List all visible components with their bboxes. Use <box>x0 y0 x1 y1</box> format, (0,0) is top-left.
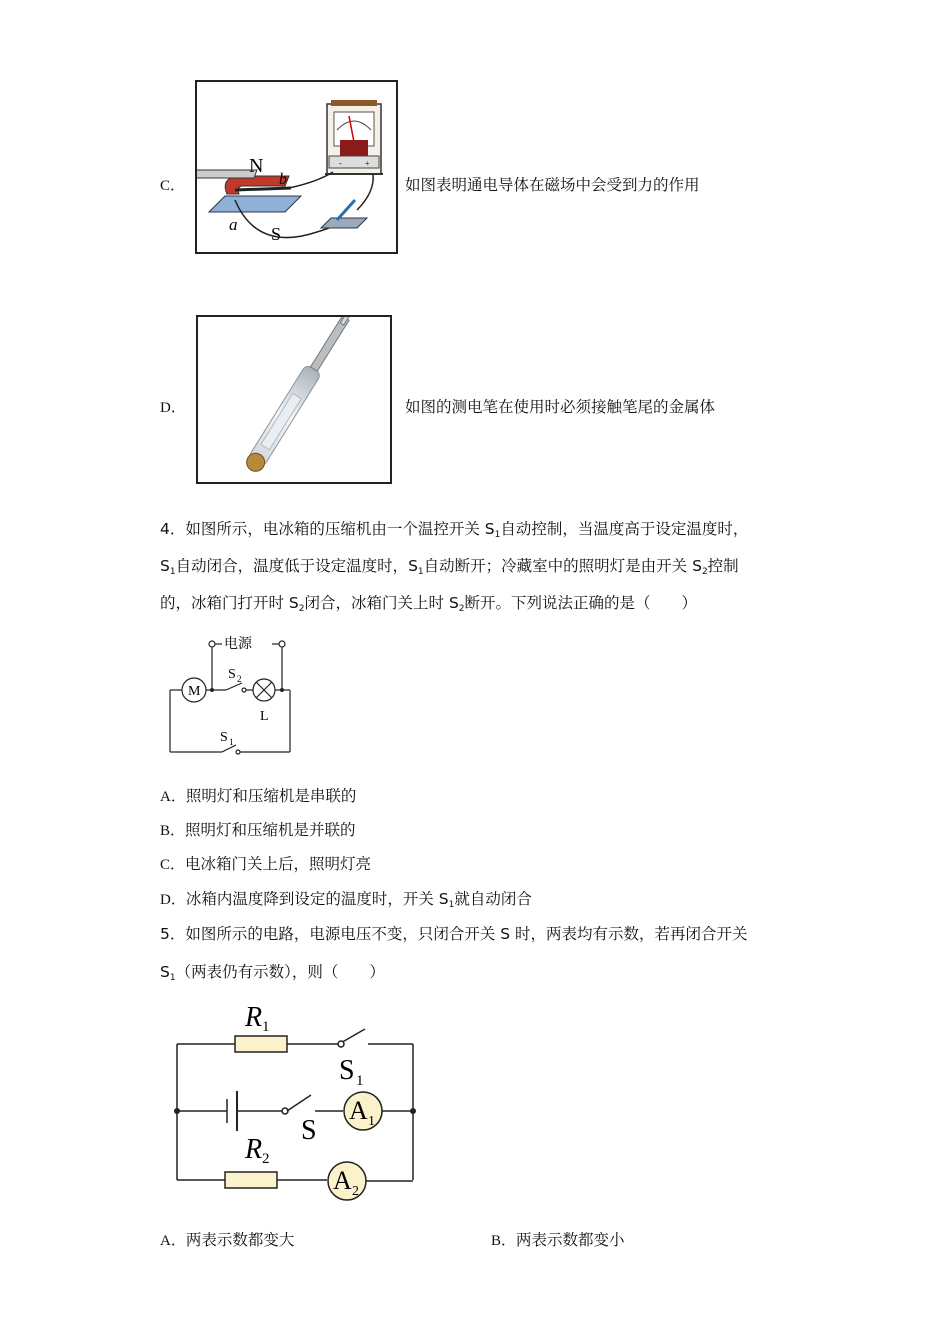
s1-sub: 1 <box>356 1073 364 1089</box>
option-d[interactable] <box>160 396 186 419</box>
svg-text:-: - <box>339 159 342 168</box>
q4-stem-line2: $S_1$自动闭合，温度低于设定温度时，$S_1$自动断开；冷藏室中的照明灯是由开关 $S_2$控制 <box>160 557 739 577</box>
q4-option-c[interactable]: C．电冰箱门关上后，照明灯亮 <box>160 855 372 873</box>
s1-label: S <box>339 1055 355 1086</box>
q5-stem-line2: $S_1$（两表仍有示数），则（ ） <box>160 963 385 983</box>
switch1-label: S <box>220 730 228 745</box>
q5-option-b[interactable]: B．两表示数都变小 <box>491 1231 625 1249</box>
svg-text:+: + <box>365 159 370 168</box>
pole-n-label: N <box>249 155 264 177</box>
s-label: S <box>301 1115 317 1146</box>
q5-circuit-diagram <box>165 995 425 1205</box>
option-c-figure <box>195 80 398 254</box>
option-d-text: 如图的测电笔在使用时必须接触笔尾的金属体 <box>405 398 716 416</box>
q4-stem-line1: 4．如图所示，电冰箱的压缩机由一个温控开关 $S_1$自动控制，当温度高于设定温度时， <box>160 520 749 540</box>
pole-s-label: S <box>271 224 282 244</box>
a1-sub: 1 <box>368 1114 375 1129</box>
a2-label: A <box>333 1166 352 1195</box>
r1-label: R <box>245 1002 263 1033</box>
motor-experiment-diagram <box>197 82 396 252</box>
wire-b-label: b <box>279 171 287 188</box>
motor-label: M <box>188 684 201 699</box>
r1-sub: 1 <box>262 1019 270 1035</box>
wire-a-label: a <box>229 215 238 234</box>
r2-sub: 2 <box>262 1151 270 1167</box>
switch2-label: S <box>228 667 236 682</box>
q4-option-a[interactable]: A．照明灯和压缩机是串联的 <box>160 787 357 805</box>
switch1-sub: 1 <box>229 737 234 747</box>
switch2-sub: 2 <box>237 674 242 684</box>
q4-option-b[interactable]: B．照明灯和压缩机是并联的 <box>160 821 356 839</box>
q5-stem-line1: 5．如图所示的电路，电源电压不变，只闭合开关 S 时，两表均有示数，若再闭合开关 <box>160 925 748 943</box>
q4-option-d[interactable]: D．冰箱内温度降到设定的温度时，开关 $S_1$就自动闭合 <box>160 890 532 910</box>
option-c-label: C． <box>160 178 186 194</box>
q5-option-a[interactable]: A．两表示数都变大 <box>160 1231 295 1249</box>
option-c-text: 如图表明通电导体在磁场中会受到力的作用 <box>405 176 700 194</box>
option-d-label: D． <box>160 400 186 416</box>
test-pen-image <box>198 317 390 482</box>
option-d-figure <box>196 315 392 484</box>
q4-circuit-diagram <box>160 628 300 758</box>
q4-stem-line3: 的，冰箱门打开时 $S_2$闭合，冰箱门关上时 $S_2$断开。下列说法正确的是（ ） <box>160 594 698 614</box>
power-label: 电源 <box>224 637 252 652</box>
option-c[interactable] <box>160 174 185 197</box>
r2-label: R <box>245 1134 263 1165</box>
lamp-label: L <box>260 709 269 724</box>
a1-label: A <box>349 1096 368 1125</box>
a2-sub: 2 <box>352 1184 359 1199</box>
